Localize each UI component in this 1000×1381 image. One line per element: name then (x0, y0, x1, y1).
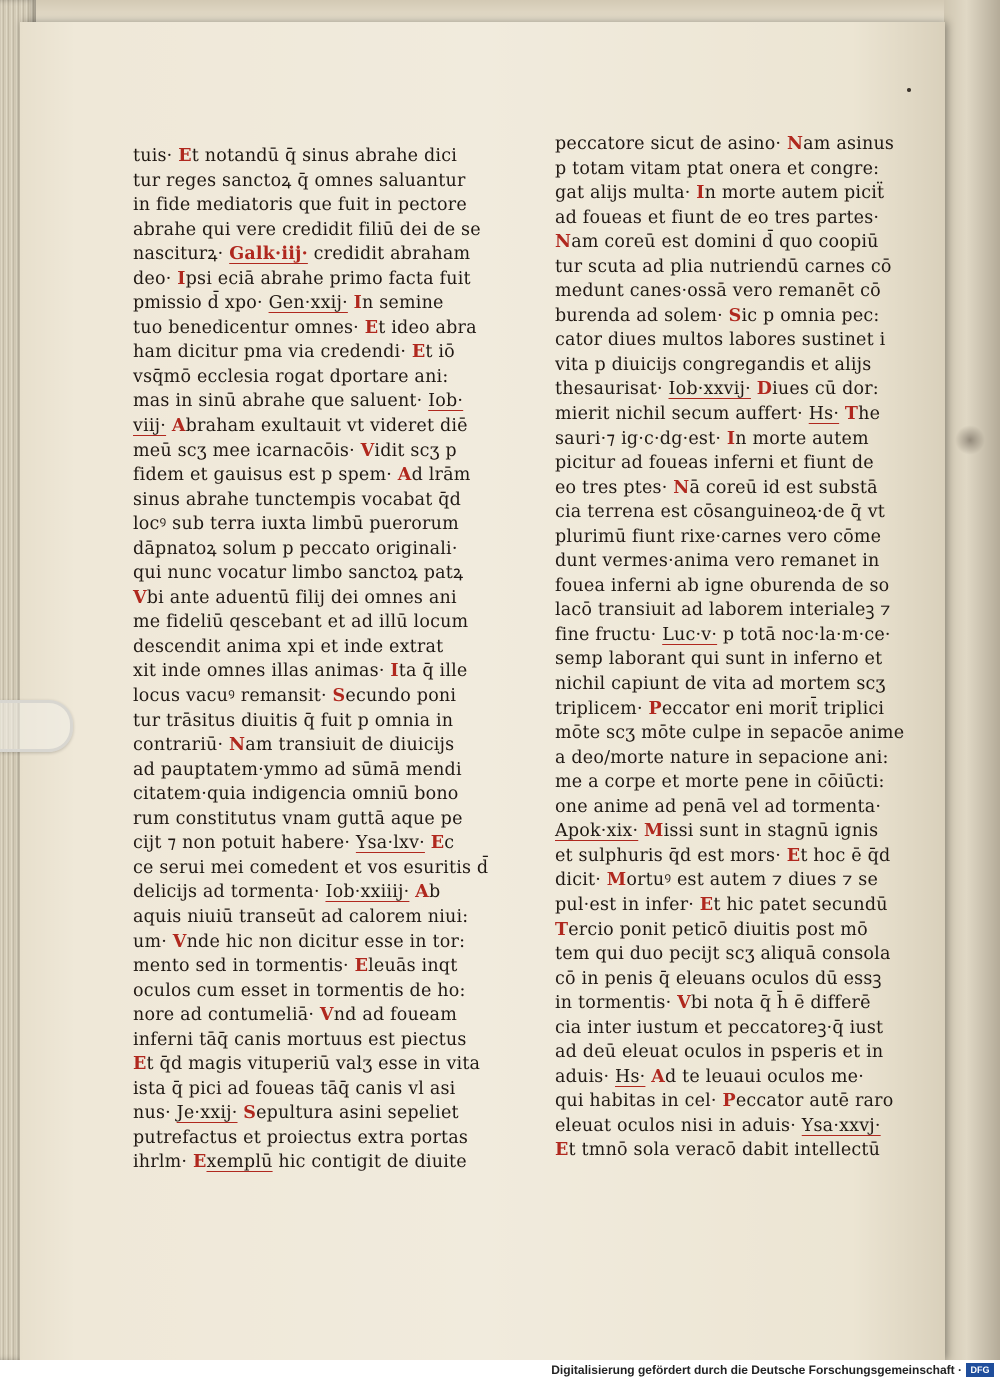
text-segment: aquis niuiū transeūt ad calorem niui: (133, 906, 469, 927)
text-line (133, 1003, 473, 1028)
text-segment: aduis· (555, 1066, 616, 1087)
text-line (133, 831, 473, 856)
text-segment: leuās inqt (368, 956, 458, 977)
text-line (555, 353, 885, 378)
rubricated-initial: E (786, 845, 801, 866)
text-segment: eo tres ptes· (555, 477, 674, 498)
text-line (133, 1101, 473, 1126)
text-line (555, 795, 885, 820)
text-line (133, 635, 473, 660)
text-line (555, 427, 885, 452)
text-segment: lacō transiuit ad laborem interialeꝫ ⁊ (555, 600, 891, 621)
text-line (555, 157, 885, 182)
text-line (555, 893, 888, 918)
rubricated-initial: N (673, 477, 690, 498)
text-segment: xit inde omnes illas animas· (133, 661, 391, 682)
text-segment: qui nunc vocatur limbo sanctoꝝ patꝝ (133, 563, 464, 584)
rubricated-initial: E (133, 1054, 147, 1075)
text-segment: nore ad contumeliā· (133, 1005, 320, 1026)
rubricated-initial: I (696, 183, 705, 204)
text-line (133, 512, 473, 537)
text-line (555, 623, 891, 648)
text-segment: am transiuit de diuicijs (245, 735, 455, 756)
text-segment: nichil capiunt de vita ad mortem scʒ (555, 674, 886, 695)
text-segment: mierit nichil secum auffert· (555, 404, 809, 425)
text-segment: ad foueas et fiunt de eo tres partes· (555, 207, 880, 228)
text-line (555, 991, 885, 1016)
text-segment: he (858, 404, 881, 425)
text-segment: tuo benedicentur omnes· (133, 317, 365, 338)
text-segment: ā coreū id est substā (689, 477, 878, 498)
text-segment: hic contigit de diuite (272, 1152, 467, 1173)
scripture-reference: Iob·xxiiij· (325, 882, 410, 903)
text-line (555, 181, 885, 206)
rubricated-initial: A (651, 1066, 665, 1087)
text-segment: cō in penis q̄ eleuans oculos dū essꝫ (555, 968, 882, 989)
text-segment: inferni tāq̄ canis mortuus est piectus (133, 1029, 467, 1050)
text-line (133, 930, 473, 955)
text-segment: nasciturꝝ· (133, 244, 230, 265)
text-segment: p totā noc·la·m·ce· (717, 624, 891, 645)
rubricated-initial: V (360, 440, 375, 461)
text-line (555, 279, 885, 304)
text-line (133, 1150, 473, 1175)
text-line (555, 918, 885, 943)
text-segment: tur scuta ad plia nutriendū carnes cō (555, 256, 892, 277)
page-top-edge (20, 0, 1000, 24)
text-segment: am asinus (803, 134, 895, 154)
text-line (555, 770, 885, 795)
rubricated-initial: A (415, 882, 429, 903)
text-line (555, 255, 892, 280)
text-segment: one anime ad penā vel ad tormenta· (555, 796, 882, 817)
text-segment: delicijs ad tormenta· (133, 882, 326, 903)
rubricated-initial: N (555, 232, 572, 253)
text-line (133, 537, 473, 562)
text-line (133, 389, 473, 414)
text-segment: ortuꝰ est autem ⁊ diues ⁊ se (626, 870, 879, 891)
text-segment: ista q̄ pici ad foueas tāq̄ canis vl asi (133, 1078, 456, 1099)
text-segment: t hic patet secundū (713, 894, 888, 915)
text-segment: b (428, 882, 441, 903)
text-line (133, 782, 473, 807)
rubricated-initial: I (390, 661, 399, 682)
text-segment: fine fructu· (555, 624, 663, 645)
text-line (133, 905, 473, 930)
text-segment: bi nota q̄ h̄ ē differē (690, 993, 871, 1014)
text-segment: t ideo abra (378, 317, 477, 338)
text-line (133, 856, 489, 881)
text-segment: n morte autem (735, 428, 869, 449)
text-segment: cator diues multos labores sustinet i (555, 330, 886, 351)
ink-spot (907, 88, 911, 92)
text-segment: t q̄d magis vituperiū valʒ esse in vita (146, 1054, 481, 1075)
scripture-reference: Ysa·xxvj· (801, 1115, 881, 1136)
rubricated-initial: T (844, 404, 859, 425)
text-line (555, 868, 885, 893)
text-line (555, 132, 895, 157)
text-segment: a deo/morte nature in sepacione ani: (555, 747, 889, 768)
text-segment: d te leuaui oculos me· (664, 1066, 864, 1087)
text-segment: issi sunt in stagnū ignis (663, 821, 879, 842)
text-line (555, 451, 885, 476)
rubricated-initial: V (172, 931, 187, 952)
text-segment: vita p diuicijs congregandis et alijs (555, 354, 872, 375)
text-line (133, 439, 473, 464)
rubricated-initial: N (786, 134, 804, 154)
text-line (133, 880, 473, 905)
text-line (555, 1114, 885, 1139)
text-segment: idit scʒ p (374, 440, 457, 461)
rubricated-initial: T (555, 919, 569, 940)
rubricated-initial: V (677, 993, 691, 1014)
text-line (133, 291, 473, 316)
text-segment: nus· (133, 1103, 177, 1124)
text-segment: nd ad foueam (333, 1005, 457, 1026)
text-segment: eccator eni morit̄ triplici (661, 698, 885, 719)
text-line (555, 328, 885, 353)
text-segment: psi eciā abrahe primo facta fuit (185, 268, 471, 289)
rubricated-initial: Galk·iij· (229, 244, 308, 265)
scripture-reference: Hs· (808, 404, 840, 425)
text-segment: rum constitutus vnam guttā aque pe (133, 808, 463, 829)
text-segment: dāpnatoꝝ solum p peccato originali· (133, 538, 458, 559)
rubricated-initial: E (364, 317, 379, 338)
text-segment: citatem·quia indigencia omniū bono (133, 784, 459, 805)
rubricated-initial: P (648, 698, 662, 719)
rubricated-initial: E (699, 894, 714, 915)
text-column-right (555, 132, 905, 1163)
text-line (133, 807, 473, 832)
text-line (133, 193, 473, 218)
rubricated-initial: E (354, 956, 369, 977)
rubricated-initial: V (133, 587, 147, 608)
text-segment: cijt ⁊ non potuit habere· (133, 833, 356, 854)
scripture-reference: Iob·xxvij· (668, 379, 751, 400)
text-line (555, 746, 889, 771)
digitization-footer (0, 1360, 1000, 1381)
text-segment: ecundo poni (345, 686, 457, 707)
scripture-reference: viij· (133, 416, 167, 437)
text-segment: semp laborant qui sunt in inferno et (555, 649, 883, 670)
rubricated-initial: E (430, 833, 445, 854)
text-segment: d lrām (411, 465, 471, 486)
text-line (555, 1089, 894, 1114)
text-line (555, 304, 885, 329)
scripture-reference: Luc·v· (662, 624, 718, 645)
text-line (133, 709, 473, 734)
text-line (133, 242, 473, 267)
scripture-reference: Je·xxij· (176, 1103, 238, 1124)
text-line (555, 525, 885, 550)
rubricated-initial: A (397, 465, 412, 486)
binding-hole-mark (955, 425, 985, 455)
text-segment: tuis· (133, 146, 179, 166)
text-line (133, 218, 481, 243)
text-segment: dicit· (555, 870, 607, 891)
text-line (555, 500, 885, 525)
text-line (555, 1040, 885, 1065)
text-segment: eleuat oculos nisi in aduis· (555, 1115, 802, 1136)
text-segment: t notandū q̄ sinus abrahe dici (191, 146, 457, 166)
text-segment: tur trāsitus diuitis q̄ fuit p omnia in (133, 710, 454, 731)
text-line (133, 316, 477, 341)
text-segment: gat alijs multa· (555, 183, 697, 204)
text-segment: descendit anima xpi et inde extrat (133, 636, 444, 657)
text-segment: braham exultauit vt videret diē (185, 416, 468, 437)
text-segment: putrefactus et proiectus extra portas (133, 1127, 469, 1148)
text-line (133, 414, 473, 439)
text-segment: sauri·⁊ ig·c·dg·est· (555, 428, 727, 449)
scripture-reference: Ysa·lxv· (355, 833, 425, 854)
text-line (555, 230, 885, 255)
text-line (555, 206, 885, 231)
text-line (555, 1138, 885, 1163)
text-line (555, 476, 885, 501)
scripture-reference: Gen·xxij· (268, 293, 348, 314)
text-line (133, 586, 473, 611)
text-segment: vsq̄mō ecclesia rogat dportare ani: (133, 366, 449, 387)
text-line (555, 697, 885, 722)
text-line (133, 1052, 481, 1077)
text-line (133, 758, 473, 783)
text-segment: nde hic non dicitur esse in tor: (186, 931, 466, 952)
rubricated-initial: E (411, 342, 426, 363)
rubricated-initial: S (728, 305, 742, 326)
text-line (133, 267, 473, 292)
text-line (133, 610, 473, 635)
text-line (555, 574, 890, 599)
rubricated-initial: S (332, 686, 346, 707)
text-segment: meū scʒ mee icarnacōis· (133, 440, 361, 461)
paper-clip (0, 700, 73, 752)
text-segment: burenda ad solem· (555, 305, 729, 326)
text-segment: epultura asini sepeliet (256, 1103, 459, 1124)
text-segment: t iō (425, 342, 455, 363)
text-segment: sinus abrahe tunctempis vocabat q̄d (133, 489, 462, 510)
rubricated-initial: V (319, 1005, 334, 1026)
text-segment: medunt canes·ossā vero remanēt cō (555, 281, 881, 302)
text-line (133, 1028, 473, 1053)
scripture-reference: Apok·xix· (555, 821, 639, 842)
text-segment: pmissio d̄ xpo· (133, 293, 269, 314)
text-line (555, 598, 891, 623)
text-line (133, 659, 473, 684)
text-line (555, 647, 885, 672)
text-segment: am coreū est domini d̄ quo coopiū (571, 232, 879, 253)
rubricated-initial: I (177, 268, 186, 289)
text-segment: eccator autē raro (735, 1091, 894, 1112)
text-segment: ta q̄ ille (398, 661, 468, 682)
scripture-reference: xemplū (206, 1152, 273, 1173)
text-segment: t tmnō sola veracō dabit intellectū (568, 1140, 881, 1161)
text-line (133, 954, 473, 979)
text-segment: cia inter iustum et peccatoreꝫ·q̄ iust (555, 1017, 884, 1038)
scripture-reference: Iob· (428, 391, 464, 412)
text-segment: credidit abraham (307, 244, 471, 265)
rubricated-initial: I (726, 428, 736, 449)
text-segment: et sulphuris q̄d est mors· (555, 845, 787, 866)
book-page-edges-right (944, 0, 1000, 1360)
text-line (555, 819, 885, 844)
text-segment: ad pauptatem·ymmo ad sūmā mendi (133, 759, 462, 780)
text-line (555, 549, 885, 574)
rubricated-initial: P (722, 1091, 736, 1112)
text-segment: iues cū dor: (772, 379, 879, 400)
text-segment: in tormentis· (555, 993, 678, 1014)
text-line (133, 144, 473, 169)
text-line (133, 561, 473, 586)
text-line (133, 733, 473, 758)
text-segment: contrariū· (133, 735, 229, 756)
text-line (555, 1065, 885, 1090)
text-segment: um· (133, 931, 173, 952)
text-segment: dunt vermes·anima vero remanet in (555, 551, 880, 572)
rubricated-initial: E (555, 1140, 569, 1161)
text-segment: me fideliū qescebant et ad illū locum (133, 612, 469, 633)
text-segment: locꝰ sub terra iuxta limbū puerorum (133, 514, 459, 535)
text-segment: fouea inferni ab igne oburenda de so (555, 575, 890, 596)
text-line (555, 402, 885, 427)
text-line (133, 1077, 473, 1102)
text-segment: locus vacuꝰ remansit· (133, 686, 333, 707)
text-segment: deo· (133, 268, 178, 289)
text-segment: thesaurisat· (555, 379, 669, 400)
scripture-reference: Hs· (615, 1066, 646, 1087)
text-segment: ham dicitur pma via credendi· (133, 342, 412, 363)
text-segment: qui habitas in cel· (555, 1091, 723, 1112)
dfg-logo: DFG (966, 1363, 994, 1377)
rubricated-initial: M (644, 821, 664, 842)
rubricated-initial: E (178, 146, 192, 166)
text-segment: n semine (362, 293, 444, 314)
text-segment: bi ante aduentū filij dei omnes ani (146, 587, 457, 608)
text-segment: mas in sinū abrahe que saluent· (133, 391, 429, 412)
text-column-left (133, 144, 489, 1175)
text-segment: ad deū eleuat oculos in psperis et in (555, 1042, 884, 1063)
text-line (133, 340, 473, 365)
text-segment: pul·est in infer· (555, 894, 700, 915)
text-segment: ercio ponit peticō diuitis post mō (568, 919, 868, 940)
text-segment: oculos cum esset in tormentis de ho: (133, 980, 466, 1001)
text-segment: fidem et gauisus est p spem· (133, 465, 398, 486)
text-line (555, 1016, 885, 1041)
text-line (133, 488, 473, 513)
text-segment: ce serui mei comedent et vos esuritis d̄ (133, 857, 489, 878)
text-segment: ic p omnia pec: (741, 305, 880, 326)
text-segment: plurimū fiunt rixe·carnes vero cōme (555, 526, 882, 547)
rubricated-initial: N (229, 735, 246, 756)
text-line (555, 844, 891, 869)
text-line (555, 967, 885, 992)
text-segment: in fide mediatoris que fuit in pectore (133, 195, 467, 216)
text-segment: n morte autem piciẗ (704, 183, 885, 204)
rubricated-initial: A (171, 416, 186, 437)
rubricated-initial: D (756, 379, 773, 400)
text-line (555, 721, 905, 746)
text-segment: peccatore sicut de asino· (555, 134, 787, 154)
text-line (133, 684, 473, 709)
text-line (555, 672, 885, 697)
text-segment: picitur ad foueas inferni et fiunt de (555, 453, 874, 474)
text-segment: ihrlm· (133, 1152, 193, 1173)
text-line (555, 377, 885, 402)
text-segment: mento sed in tormentis· (133, 956, 355, 977)
rubricated-initial: E (192, 1152, 207, 1173)
rubricated-initial: M (606, 870, 627, 891)
text-segment: tem qui duo pecijt scʒ aliquā consola (555, 944, 891, 965)
text-segment: tur reges sanctoꝝ q̄ omnes saluantur (133, 170, 466, 191)
text-segment: abrahe qui vere credidit filiū dei de se (133, 219, 481, 240)
text-segment: c (444, 833, 455, 854)
text-line (133, 1126, 473, 1151)
text-segment: triplicem· (555, 698, 649, 719)
text-line (555, 942, 891, 967)
text-segment: p totam vitam ptat onera et congre: (555, 158, 880, 179)
text-segment: me a corpe et morte pene in cōiūcti: (555, 772, 885, 793)
text-line (133, 365, 473, 390)
text-line (133, 979, 473, 1004)
footer-credit-text: Digitalisierung gefördert durch die Deutsche Forschungsgemeinschaft · (551, 1363, 962, 1377)
text-segment: cia terrena est cōsanguineoꝝ·de q̄ vt (555, 502, 886, 523)
rubricated-initial: I (353, 293, 363, 314)
rubricated-initial: S (243, 1103, 257, 1124)
text-segment: t hoc ē q̄d (800, 845, 891, 866)
text-line (133, 463, 473, 488)
text-line (133, 169, 473, 194)
text-segment: mōte scʒ mōte culpe in sepacōe anime (555, 723, 905, 744)
